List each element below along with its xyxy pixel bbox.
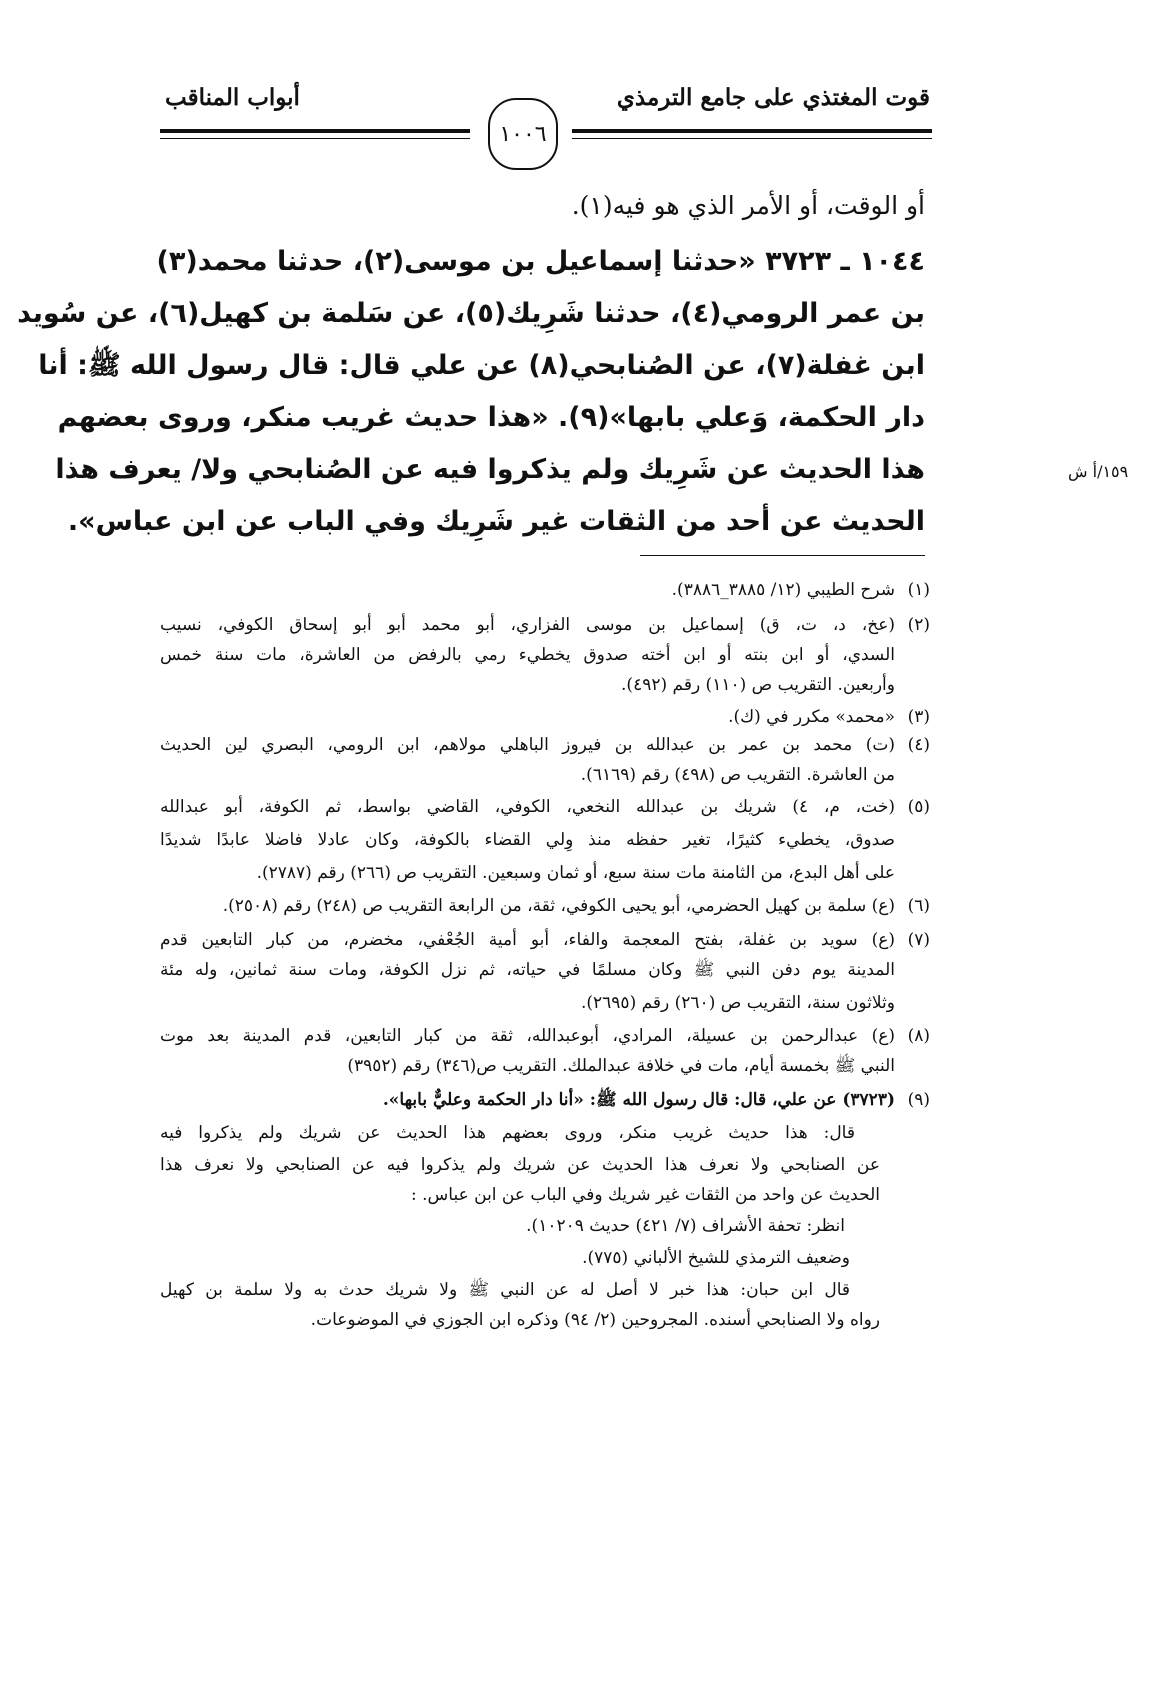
footnote-line: وثلاثون سنة، التقريب ص (٢٦٠) رقم (٢٦٩٥). [580,993,895,1013]
footnote-line: على أهل البدع، من الثامنة مات سنة سبع، أو ثمان وسبعين. التقريب ص (٢٦٦) رقم (٢٧٨٧). [256,863,895,883]
header-rule-right [572,129,932,133]
footnote-line: قال: هذا حديث غريب منكر، وروى بعضهم هذا الحديث عن شريك ولم يذكروا فيه [160,1123,855,1143]
footnote-number: (٩) [907,1090,930,1110]
footnote-line: الحديث عن واحد من الثقات غير شريك وفي الباب عن ابن عباس. : [410,1185,880,1205]
footnote-line: انظر: تحفة الأشراف (٧/ ٤٢١) حديث ١٠٢٠٩). [526,1216,845,1236]
header-rule-left-thin [160,138,470,139]
footnote-line: (عخ، د، ت، ق) إسماعيل بن موسى الفزاري، أبو محمد أبو أبو إسحاق الكوفي، نسيب [160,615,895,635]
footnote-line: (٣٧٢٣) عن علي، قال: قال رسول الله ﷺ: «أنا دار الحكمة وعليٌّ بابها». [382,1090,895,1110]
footnote-line: (ت) محمد بن عمر بن عبدالله بن فيروز الباهلي مولاهم، ابن الرومي، البصري لين الحديث [160,735,895,755]
footnote-line: المدينة يوم دفن النبي ﷺ وكان مسلمًا في حياته، ثم نزل الكوفة، ومات سنة ثمانين، وله مئة [160,960,895,980]
footnote-line: من العاشرة. التقريب ص (٤٩٨) رقم (٦١٦٩). [580,765,895,785]
footnote-line: شرح الطيبي (١٢/ ٣٨٨٥_٣٨٨٦). [671,580,895,600]
footnote-separator [640,555,925,556]
main-line: أو الوقت، أو الأمر الذي هو فيه(١). [571,191,925,220]
footnote-line: (ع) عبدالرحمن بن عسيلة، المرادي، أبوعبدالله، ثقة من كبار التابعين، قدم المدينة بعد موت [160,1026,895,1046]
footnote-line: النبي ﷺ بخمسة أيام، مات في خلافة عبدالملك. التقريب ص(٣٤٦) رقم (٣٩٥٢) [347,1056,895,1076]
footnote-line: السدي، أو ابن بنته أو ابن أخته صدوق يخطيء رمي بالرفض من العاشرة، مات سنة خمس [160,645,895,665]
footnote-number: (٤) [907,735,930,755]
footnote-number: (٨) [907,1026,930,1046]
footnote-line: (ع) سويد بن غفلة، بفتح المعجمة والفاء، أبو أمية الجُعْفي، مخضرم، من كبار التابعين قدم [160,930,895,950]
main-line: الحديث عن أحد من الثقات غير شَرِيك وفي الباب عن ابن عباس». [67,506,925,537]
main-line: ١٠٤٤ ـ ٣٧٢٣ «حدثنا إسماعيل بن موسى(٢)، حدثنا محمد(٣) [156,246,925,277]
footnote-line: (ع) سلمة بن كهيل الحضرمي، أبو يحيى الكوفي، ثقة، من الرابعة التقريب ص (٢٤٨) رقم (٢٥٠٨). [222,896,895,916]
main-line: دار الحكمة، وَعلي بابها»(٩). «هذا حديث غريب منكر، وروى بعضهم [57,402,925,433]
footnote-line: وضعيف الترمذي للشيخ الألباني (٧٧٥). [582,1248,850,1268]
footnote-line: (خت، م، ٤) شريك بن عبدالله النخعي، الكوفي، القاضي بواسط، ثم الكوفة، أبو عبدالله [160,797,896,817]
main-line: بن عمر الرومي(٤)، حدثنا شَرِيك(٥)، عن سَلمة بن كهيل(٦)، عن سُويد [17,298,925,329]
footnote-number: (٦) [907,896,930,916]
footnote-line: «محمد» مكرر في (ك). [728,707,895,727]
footnote-line: صدوق، يخطيء كثيرًا، تغير حفظه منذ وِلي القضاء بالكوفة، وكان عادلا فاضلا عابدًا شديدًا [160,830,895,850]
footnote-line: قال ابن حبان: هذا خبر لا أصل له عن النبي ﷺ ولا شريك حدث به ولا سلمة بن كهيل [160,1280,850,1300]
footnote-number: (٢) [907,615,930,635]
footnote-line: عن الصنابحي ولا نعرف هذا الحديث عن شريك ولم يذكروا فيه عن الصنابحي ولا نعرف هذا [160,1155,880,1175]
main-line: ابن غفلة(٧)، عن الصُنابحي(٨) عن علي قال: قال رسول الله ﷺ: أنا [38,350,925,381]
footnote-line: وأربعين. التقريب ص (١١٠) رقم (٤٩٢). [621,675,895,695]
section-title: أبواب المناقب [165,84,300,111]
footnote-number: (١) [907,580,930,600]
page-number: ١٠٠٦ [488,98,558,170]
footnote-line: رواه ولا الصنابحي أسنده. المجروحين (٢/ ٩٤) وذكره ابن الجوزي في الموضوعات. [310,1310,880,1330]
footnote-number: (٣) [907,707,930,727]
footnote-number: (٥) [907,797,930,817]
margin-note: ١٥٩/أ ش [1068,462,1129,481]
header-rule-right-thin [572,138,932,139]
book-title: قوت المغتذي على جامع الترمذي [616,84,930,111]
footnote-number: (٧) [907,930,930,950]
header-rule-left [160,129,470,133]
main-line: هذا الحديث عن شَرِيك ولم يذكروا فيه عن الصُنابحي ولا/ يعرف هذا [55,454,925,485]
